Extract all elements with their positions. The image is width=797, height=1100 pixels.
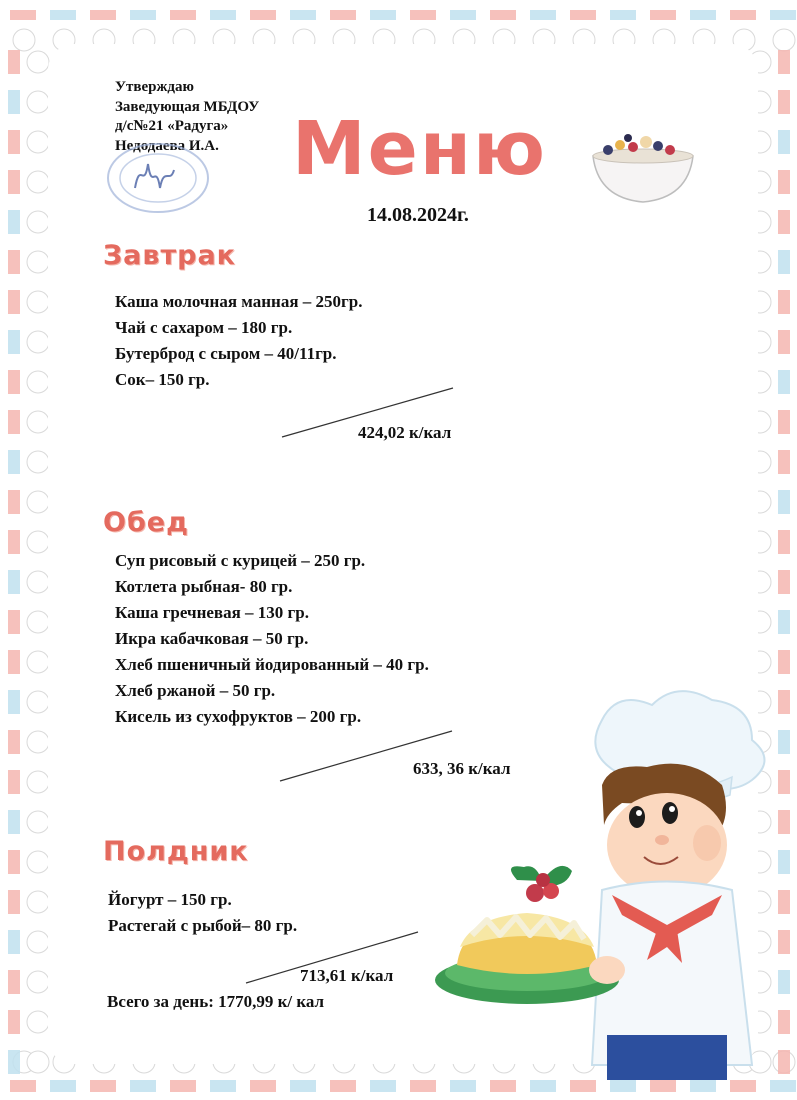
snack-kcal: 713,61 к/кал [300, 966, 394, 985]
daily-total: Всего за день: 1770,99 к/ кал [107, 992, 325, 1011]
list-item: Сок– 150 гр. [115, 370, 210, 389]
page-title: Меню [292, 106, 547, 192]
approval-line: Недодаева И.А. [115, 137, 219, 154]
list-item: Хлеб пшеничный йодированный – 40 гр. [115, 655, 429, 674]
list-item: Каша гречневая – 130 гр. [115, 603, 309, 622]
lunch-title: Обед [103, 507, 189, 538]
list-item: Бутерброд с сыром – 40/11гр. [115, 344, 337, 363]
breakfast-title: Завтрак [103, 240, 237, 271]
lunch-kcal: 633, 36 к/кал [413, 759, 511, 778]
chef-illustration [432, 685, 782, 1080]
snack-title: Полдник [103, 836, 249, 867]
list-item: Йогурт – 150 гр. [108, 890, 232, 909]
approval-line: Утверждаю [115, 79, 194, 95]
list-item: Чай с сахаром – 180 гр. [115, 318, 293, 337]
list-item: Котлета рыбная- 80 гр. [115, 577, 293, 596]
approval-line: д/с№21 «Радуга» [115, 118, 229, 134]
list-item: Икра кабачковая – 50 гр. [115, 629, 309, 648]
list-item: Кисель из сухофруктов – 200 гр. [115, 707, 362, 726]
list-item: Каша молочная манная – 250гр. [115, 292, 363, 311]
menu-date: 14.08.2024г. [367, 204, 469, 226]
list-item: Хлеб ржаной – 50 гр. [115, 681, 276, 700]
breakfast-kcal: 424,02 к/кал [358, 423, 452, 442]
list-item: Растегай с рыбой– 80 гр. [108, 916, 298, 935]
approval-line: Заведующая МБДОУ [115, 98, 260, 115]
list-item: Суп рисовый с курицей – 250 гр. [115, 551, 366, 570]
